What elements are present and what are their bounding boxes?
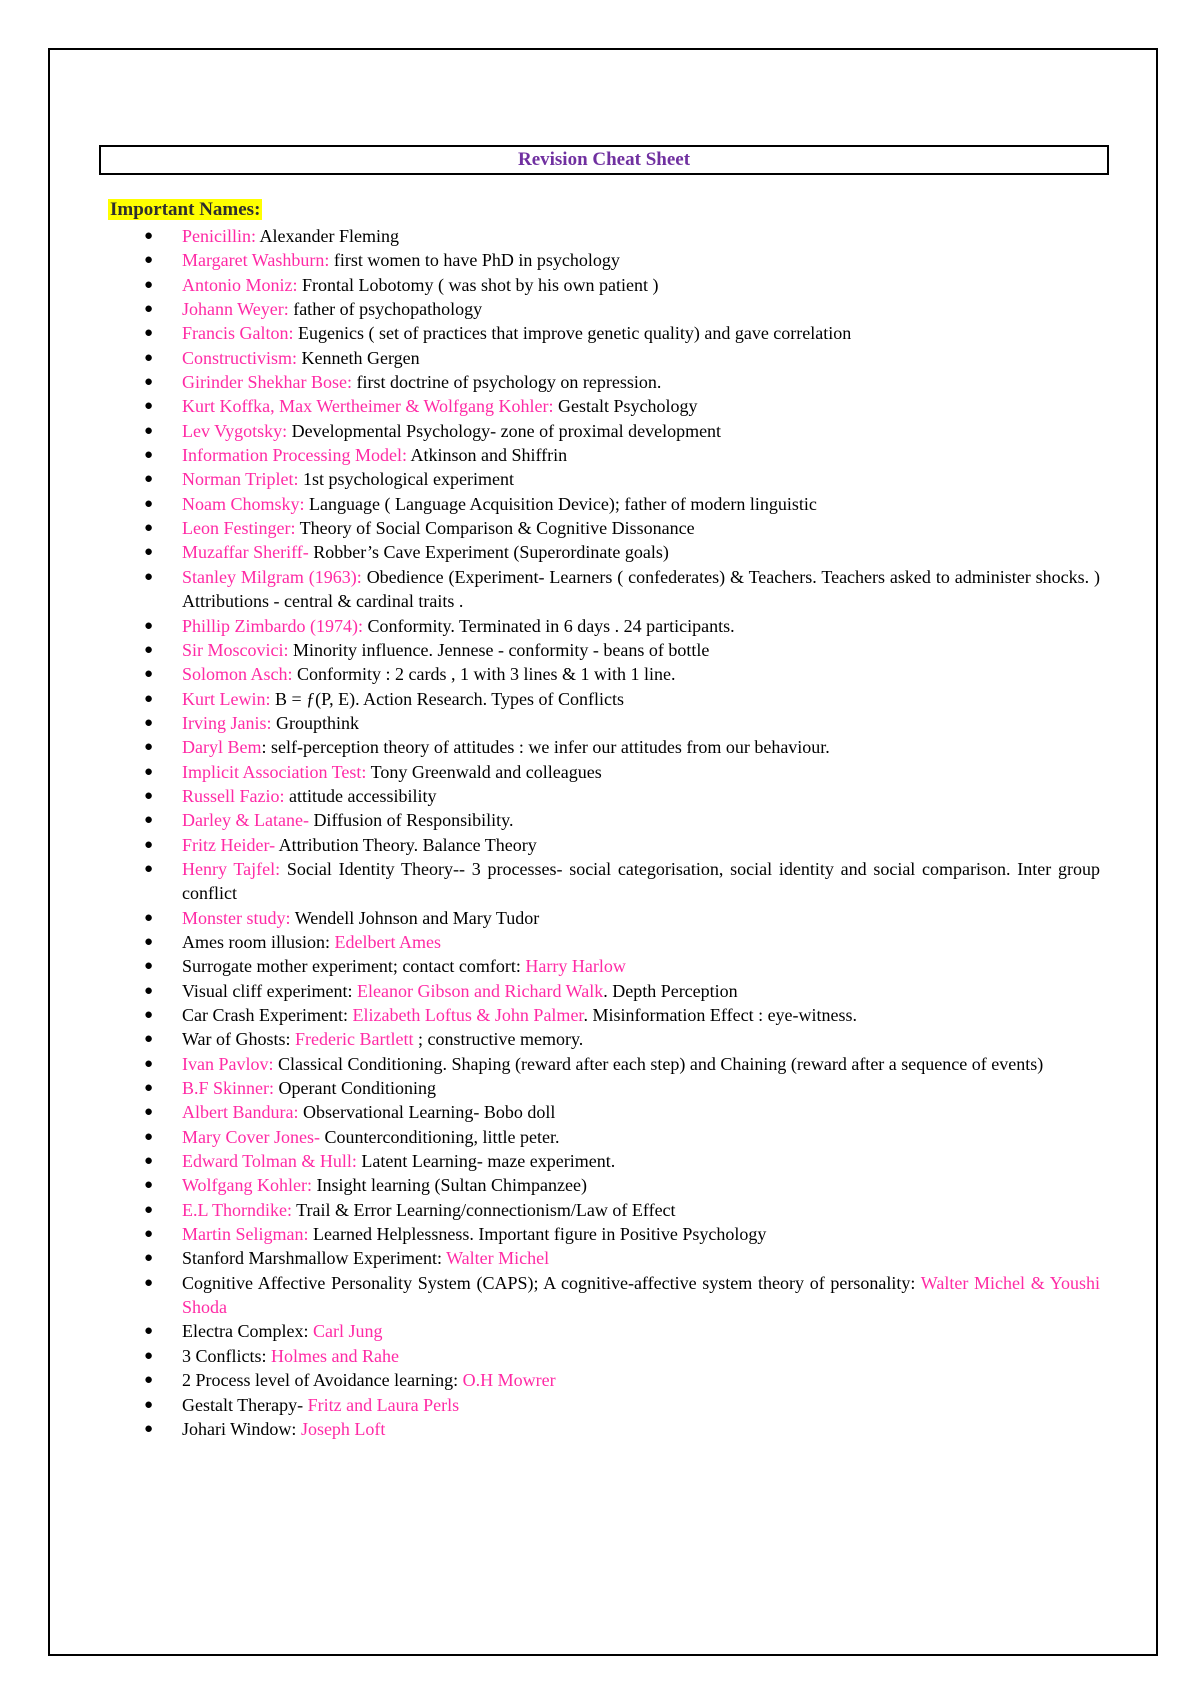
highlighted-name: Margaret Washburn: [182, 250, 334, 271]
highlighted-name: Johann Weyer: [182, 299, 294, 320]
highlighted-name: Kurt Lewin: [182, 688, 275, 709]
bullet-icon: ● [144, 1007, 154, 1023]
highlighted-name: O.H Mowrer [462, 1370, 556, 1391]
highlighted-name: Penicillin: [182, 226, 260, 246]
list-item [140, 760, 1100, 784]
list-item [140, 1027, 1100, 1051]
list-item [140, 1271, 1100, 1320]
item-text: Gestalt Therapy- [182, 1394, 308, 1415]
bullet-icon: ● [144, 1372, 154, 1389]
item-text: Stanford Marshmallow Experiment: [182, 1248, 447, 1269]
bullet-icon: ● [144, 1274, 154, 1291]
list-item [140, 1003, 1100, 1027]
list-item [140, 954, 1100, 978]
list-item [140, 979, 1100, 1003]
section-heading-label: Important Names: [110, 199, 261, 220]
item-text: Conformity : 2 cards , 1 with 3 lines & 1 with 1 line. [297, 664, 676, 685]
list-item [140, 614, 1100, 638]
bullet-icon: ● [144, 958, 154, 975]
list-item [140, 1368, 1100, 1392]
item-text: Wendell Johnson and Mary Tudor [294, 907, 540, 928]
section-heading [108, 198, 262, 222]
list-item [140, 297, 1100, 321]
bullet-icon: ● [144, 739, 154, 756]
list-item [140, 565, 1100, 614]
item-text: . Misinformation Effect : eye-witness. [583, 1005, 858, 1025]
highlighted-name: Leon Festinger: [182, 518, 300, 539]
highlighted-name: Phillip Zimbardo (1974): [182, 615, 368, 636]
item-text: first women to have PhD in psychology [333, 250, 620, 271]
highlighted-name: Wolfgang Kohler: [182, 1175, 317, 1196]
bullet-icon: ● [144, 447, 154, 464]
item-text: ; constructive memory. [413, 1029, 584, 1050]
bullet-icon: ● [144, 422, 154, 439]
list-item [140, 1076, 1100, 1100]
item-text: father of psychopathology [293, 299, 483, 320]
item-text: Kenneth Gergen [301, 347, 420, 368]
highlighted-name: Information Processing Model: [182, 445, 411, 466]
bullet-icon: ● [144, 325, 154, 342]
highlighted-name: Edelbert Ames [334, 931, 441, 952]
list-item [140, 833, 1100, 857]
list-item [140, 687, 1100, 711]
bullet-icon: ● [144, 933, 154, 950]
highlighted-name: Darley & Latane- [182, 810, 314, 831]
bullet-icon: ● [144, 1080, 154, 1097]
highlighted-name: B.F Skinner: [182, 1078, 279, 1099]
list-item [140, 930, 1100, 954]
item-text: Theory of Social Comparison & Cognitive Dissonance [299, 518, 695, 539]
item-text: Social Identity Theory-- 3 processes- social categorisation, social identity and social comparison. Inter group conflict [182, 858, 1100, 904]
item-text: Classical Conditioning. Shaping (reward after each step) and Chaining (reward after a sequence of events) [278, 1053, 1044, 1074]
highlighted-name: Ivan Pavlov: [182, 1053, 278, 1074]
bullet-icon: ● [144, 349, 154, 366]
bullet-icon: ● [144, 301, 154, 318]
highlighted-name: Joseph Loft [300, 1418, 386, 1439]
list-item [140, 638, 1100, 662]
item-text: Attribution Theory. Balance Theory [278, 834, 537, 855]
list-item [140, 346, 1100, 370]
bullet-icon: ● [144, 1226, 154, 1243]
highlighted-name: Stanley Milgram (1963): [182, 566, 367, 587]
highlighted-name: Monster study: [182, 907, 295, 928]
highlighted-name: Irving Janis: [182, 712, 276, 733]
bullet-icon: ● [144, 495, 154, 512]
highlighted-name: Noam Chomsky: [182, 493, 310, 514]
list-item [140, 1417, 1100, 1441]
list-item [140, 370, 1100, 394]
bullet-icon: ● [144, 836, 154, 853]
list-item [140, 1125, 1100, 1149]
list-item [140, 273, 1100, 297]
list-item [140, 248, 1100, 272]
highlighted-name: E.L Thorndike: [182, 1199, 297, 1220]
bullet-icon: ● [144, 520, 154, 537]
item-text: Trail & Error Learning/connectionism/Law of Effect [296, 1199, 676, 1220]
item-text: 3 Conflicts: [182, 1345, 271, 1366]
list-item [140, 1344, 1100, 1368]
item-text: Atkinson and Shiffrin [410, 445, 568, 466]
bullet-icon: ● [144, 787, 154, 804]
item-text: Visual cliff experiment: [182, 980, 358, 1001]
list-item [140, 1173, 1100, 1197]
item-text: Electra Complex: [182, 1321, 313, 1342]
highlighted-name: Albert Bandura: [182, 1102, 303, 1123]
item-text: Obedience (Experiment- Learners ( confederates) & Teachers. Teachers asked to administer shocks. ) Attributions - central & cardinal traits . [182, 566, 1100, 612]
list-item [140, 443, 1100, 467]
bullet-icon: ● [144, 860, 154, 877]
highlighted-name: Norman Triplet: [182, 469, 304, 490]
item-text: Latent Learning- maze experiment. [361, 1151, 616, 1172]
bullet-icon: ● [144, 1420, 154, 1437]
bullet-icon: ● [144, 982, 154, 999]
list-item [140, 1052, 1100, 1076]
list-item [140, 1393, 1100, 1417]
highlighted-name: Kurt Koffka, Max Wertheimer & Wolfgang Kohler: [182, 396, 559, 417]
list-item [140, 540, 1100, 564]
highlighted-name: Muzaffar Sheriff- [182, 542, 314, 563]
list-item [140, 492, 1100, 516]
list-item [140, 419, 1100, 443]
bullet-icon: ● [144, 1031, 154, 1048]
item-text: Counterconditioning, little peter. [324, 1126, 560, 1147]
list-item [140, 735, 1100, 759]
highlighted-name: Walter Michel & Youshi Shoda [182, 1272, 1100, 1318]
bullet-icon: ● [144, 1128, 154, 1145]
item-text: : self-perception theory of attitudes : we infer our attitudes from our behaviour. [261, 737, 830, 758]
item-text: Language ( Language Acquisition Device); father of modern linguistic [309, 493, 817, 514]
bullet-icon: ● [144, 1250, 154, 1267]
item-text: Minority influence. Jennese - conformity - beans of bottle [293, 639, 710, 660]
bullet-icon: ● [144, 228, 154, 244]
highlighted-name: Frederic Bartlett [295, 1029, 414, 1050]
highlighted-name: Implicit Association Test: [182, 761, 371, 782]
bullet-icon: ● [144, 1396, 154, 1413]
highlighted-name: Harry Harlow [525, 956, 626, 977]
highlighted-name: Lev Vygotsky: [182, 420, 292, 441]
list-item [140, 1198, 1100, 1222]
item-text: War of Ghosts: [182, 1029, 296, 1050]
list-item [140, 1246, 1100, 1270]
list-item [140, 467, 1100, 491]
bullet-icon: ● [144, 276, 154, 293]
bullet-icon: ● [144, 763, 154, 780]
bullet-icon: ● [144, 714, 154, 731]
bullet-icon: ● [144, 1347, 154, 1364]
list-item [140, 906, 1100, 930]
bullet-icon: ● [144, 471, 154, 488]
list-item [140, 224, 1100, 248]
item-text: Groupthink [276, 712, 359, 733]
bullet-icon: ● [144, 909, 154, 926]
item-text: Johari Window: [182, 1418, 301, 1439]
item-text: Observational Learning- Bobo doll [302, 1102, 556, 1123]
highlighted-name: Martin Seligman: [182, 1224, 313, 1245]
highlighted-name: Constructivism: [182, 347, 302, 368]
list-item [140, 784, 1100, 808]
item-text: Ames room illusion: [182, 931, 335, 952]
bullet-icon: ● [144, 1104, 154, 1121]
item-text: . Depth Perception [603, 980, 738, 1001]
highlighted-name: Daryl Bem [182, 737, 262, 758]
bullet-icon: ● [144, 398, 154, 415]
item-text: Robber’s Cave Experiment (Superordinate goals) [313, 542, 669, 563]
bullet-icon: ● [144, 1055, 154, 1072]
item-text: Gestalt Psychology [558, 396, 698, 417]
bullet-icon: ● [144, 252, 154, 269]
list-item [140, 808, 1100, 832]
highlighted-name: Russell Fazio: [182, 785, 289, 806]
list-item [140, 711, 1100, 735]
bullet-icon: ● [144, 1177, 154, 1194]
bullet-icon: ● [144, 666, 154, 683]
list-item [140, 394, 1100, 418]
item-text: Operant Conditioning [278, 1078, 436, 1099]
item-text: first doctrine of psychology on repression. [356, 372, 662, 393]
bullet-icon: ● [144, 1323, 154, 1340]
highlighted-name: Sir Moscovici: [182, 639, 293, 660]
item-text: Alexander Fleming [259, 226, 399, 246]
list-item [140, 662, 1100, 686]
item-text: 2 Process level of Avoidance learning: [182, 1370, 463, 1391]
highlighted-name: Elizabeth Loftus & John Palmer [352, 1005, 584, 1025]
list-item [140, 1319, 1100, 1343]
bullet-icon: ● [144, 544, 154, 561]
item-text: Diffusion of Responsibility. [313, 810, 514, 831]
bullet-icon: ● [144, 1153, 154, 1170]
highlighted-name: Eleanor Gibson and Richard Walk [357, 980, 604, 1001]
item-text: Surrogate mother experiment; contact comfort: [182, 956, 526, 977]
highlighted-name: Holmes and Rahe [271, 1345, 399, 1366]
item-text: Insight learning (Sultan Chimpanzee) [316, 1175, 587, 1196]
item-text: Eugenics ( set of practices that improve genetic quality) and gave correlation [297, 323, 852, 344]
item-text: B = ƒ(P, E). Action Research. Types of Conflicts [274, 688, 624, 709]
item-text: Cognitive Affective Personality System (CAPS); A cognitive-affective system theory of personality: [182, 1272, 921, 1293]
list-item [140, 321, 1100, 345]
item-text: attitude accessibility [289, 785, 437, 806]
important-names-list [140, 224, 1100, 1441]
highlighted-name: Mary Cover Jones- [182, 1126, 325, 1147]
bullet-icon: ● [144, 812, 154, 829]
bullet-icon: ● [144, 641, 154, 658]
item-text: Frontal Lobotomy ( was shot by his own patient ) [302, 274, 659, 295]
item-text: Learned Helplessness. Important figure in Positive Psychology [312, 1224, 767, 1245]
list-item [140, 1100, 1100, 1124]
list-item [140, 857, 1100, 906]
highlighted-name: Carl Jung [312, 1321, 383, 1342]
list-item [140, 516, 1100, 540]
highlighted-name: Antonio Moniz: [182, 274, 302, 295]
highlighted-name: Francis Galton: [182, 323, 298, 344]
item-text: Developmental Psychology- zone of proximal development [291, 420, 722, 441]
highlighted-name: Girinder Shekhar Bose: [182, 372, 357, 393]
list-item [140, 1222, 1100, 1246]
highlighted-name: Edward Tolman & Hull: [182, 1151, 362, 1172]
bullet-icon: ● [144, 568, 154, 585]
page-title: Revision Cheat Sheet [99, 145, 1109, 175]
item-text: 1st psychological experiment [303, 469, 514, 490]
bullet-icon: ● [144, 374, 154, 391]
bullet-icon: ● [144, 690, 154, 707]
list-item [140, 1149, 1100, 1173]
highlighted-name: Walter Michel [446, 1248, 550, 1269]
item-text: Car Crash Experiment: [182, 1005, 353, 1025]
bullet-icon: ● [144, 617, 154, 634]
item-text: Conformity. Terminated in 6 days . 24 participants. [367, 615, 735, 636]
bullet-icon: ● [144, 1201, 154, 1218]
highlighted-name: Solomon Asch: [182, 664, 298, 685]
item-text: Tony Greenwald and colleagues [370, 761, 602, 782]
highlighted-name: Henry Tajfel: [182, 858, 287, 879]
highlighted-name: Fritz Heider- [182, 834, 279, 855]
highlighted-name: Fritz and Laura Perls [307, 1394, 460, 1415]
